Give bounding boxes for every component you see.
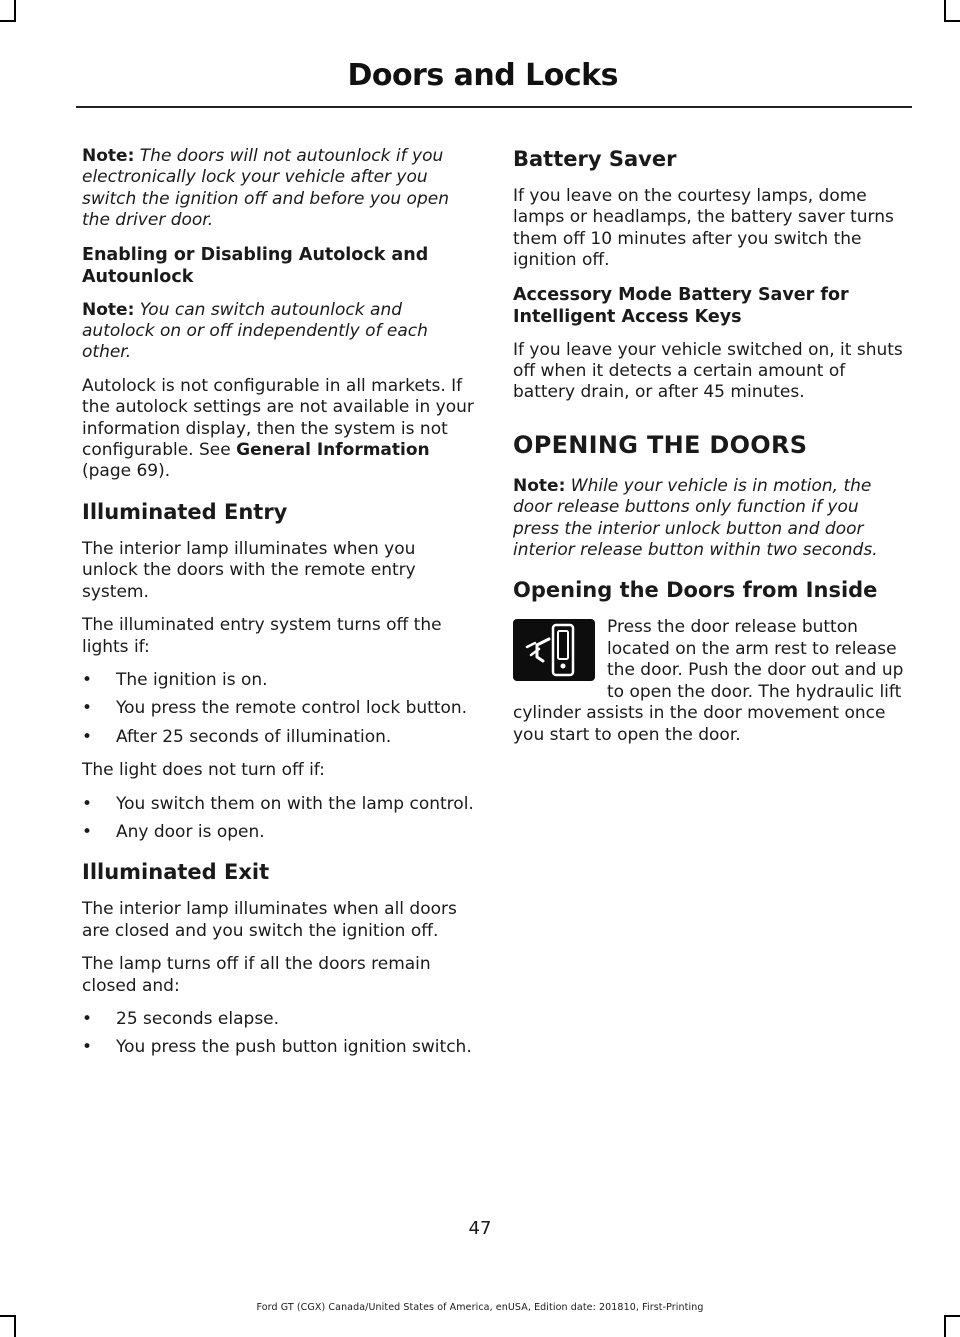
page-number: 47 — [468, 1218, 492, 1239]
crop-mark — [14, 0, 16, 20]
paragraph: The light does not turn off if: — [82, 760, 325, 781]
heading-battery-saver: Battery Saver — [513, 147, 677, 171]
note-label: Note: — [513, 475, 566, 496]
bullet-list — [82, 670, 476, 748]
heading-illuminated-entry: Illuminated Entry — [82, 499, 288, 524]
crop-mark — [944, 20, 960, 22]
page-reference: (page 69). — [82, 461, 171, 482]
heading-enable-autolock: Enabling or Disabling Autolock and Autounlock — [82, 244, 429, 287]
note-text: The doors will not autounlock if you electronically lock your vehicle after you switch the ignition off and before you open the driver door. — [82, 146, 449, 231]
paragraph: The interior lamp illuminates when you unlock the doors with the remote entry system. — [82, 538, 416, 602]
bullet-list — [82, 794, 476, 844]
note-door-release — [513, 476, 907, 562]
edition-info: Ford GT (CGX) Canada/United States of America, enUSA, Edition date: 201810, First-Printing — [256, 1302, 704, 1313]
heading-illuminated-exit: Illuminated Exit — [82, 860, 270, 885]
door-release-text: Press the door release button located on the arm rest to release the door. Push the door out and up to open the door. The hydraulic lift cylinder assists in the door movement once you start to open the door. — [513, 617, 904, 745]
paragraph-door-release — [513, 617, 907, 745]
autolock-paragraph — [82, 376, 476, 483]
note-label: Note: — [82, 299, 135, 320]
paragraph: If you leave your vehicle switched on, it shuts off when it detects a certain amount of battery drain, or after 45 minutes. — [513, 339, 903, 403]
list-item: • Any door is open. — [82, 822, 476, 843]
note-text: While your vehicle is in motion, the door release buttons only function if you press the interior unlock button and door interior release button within two seconds. — [513, 475, 878, 561]
heading-accessory-mode: Accessory Mode Battery Saver for Intelligent Access Keys — [513, 284, 849, 327]
crop-mark — [0, 1315, 16, 1317]
autolock-text: Autolock is not configurable in all markets. If the autolock settings are not available in your information display, then the system is not configurable. See — [82, 375, 474, 461]
header-divider — [76, 106, 912, 108]
crop-mark — [944, 1315, 960, 1317]
paragraph: If you leave on the courtesy lamps, dome lamps or headlamps, the battery saver turns them off 10 minutes after you switch the ignition off. — [513, 186, 894, 271]
list-item: • You press the remote control lock button. — [82, 698, 476, 719]
right-column — [513, 146, 907, 758]
note-label: Note: — [82, 146, 135, 166]
page-title: Doors and Locks — [347, 58, 618, 93]
cross-reference-link[interactable]: General Information — [236, 440, 430, 461]
list-item: • After 25 seconds of illumination. — [82, 727, 476, 748]
door-release-button-icon — [513, 619, 595, 681]
list-item: • The ignition is on. — [82, 670, 476, 691]
crop-mark — [0, 20, 16, 22]
paragraph: The lamp turns off if all the doors remain closed and: — [82, 954, 431, 996]
note-independent — [82, 300, 476, 364]
list-item: • You switch them on with the lamp control. — [82, 794, 476, 815]
paragraph: The illuminated entry system turns off the lights if: — [82, 615, 442, 657]
note-autounlock — [82, 146, 476, 232]
crop-mark — [944, 1317, 946, 1337]
paragraph: The interior lamp illuminates when all doors are closed and you switch the ignition off. — [82, 899, 457, 941]
crop-mark — [14, 1317, 16, 1337]
left-column — [82, 146, 476, 1071]
bullet-list — [82, 1009, 476, 1059]
list-item: • 25 seconds elapse. — [82, 1009, 476, 1030]
heading-opening-doors: OPENING THE DOORS — [513, 430, 808, 459]
note-text: You can switch autounlock and autolock on or off independently of each other. — [82, 299, 428, 363]
heading-opening-from-inside: Opening the Doors from Inside — [513, 578, 878, 603]
list-item: • You press the push button ignition switch. — [82, 1037, 476, 1058]
crop-mark — [944, 0, 946, 20]
